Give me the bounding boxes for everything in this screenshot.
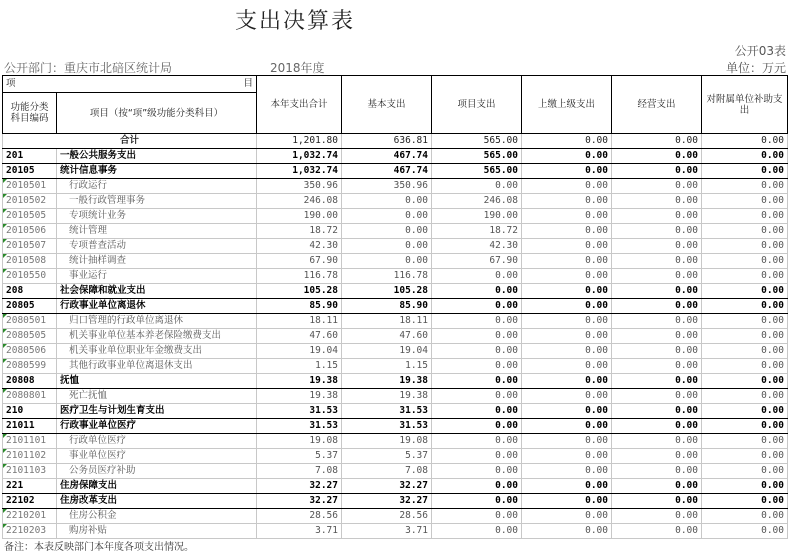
row-name: 专项统计业务 [57, 209, 257, 224]
total-value: 565.00 [432, 134, 522, 149]
row-name: 归口管理的行政单位离退休 [57, 314, 257, 329]
row-value: 0.00 [522, 149, 612, 164]
row-code: 208 [3, 284, 57, 299]
row-code: 20105 [3, 164, 57, 179]
footnote: 备注：本表反映部门本年度各项支出情况。 [4, 542, 194, 553]
row-value: 19.38 [257, 389, 342, 404]
cell-marker-icon [3, 329, 7, 333]
row-value: 246.08 [257, 194, 342, 209]
cell-marker-icon [3, 209, 7, 213]
row-value: 0.00 [702, 194, 788, 209]
row-value: 0.00 [432, 524, 522, 539]
row-value: 0.00 [612, 404, 702, 419]
row-value: 565.00 [432, 149, 522, 164]
row-code: 22102 [3, 494, 57, 509]
row-value: 0.00 [702, 434, 788, 449]
row-value: 0.00 [702, 224, 788, 239]
row-name: 住房保障支出 [57, 479, 257, 494]
row-value: 0.00 [702, 149, 788, 164]
row-value: 0.00 [612, 149, 702, 164]
row-value: 0.00 [342, 239, 432, 254]
table-row [3, 464, 788, 479]
row-code: 201 [3, 149, 57, 164]
cell-marker-icon [3, 194, 7, 198]
row-value: 0.00 [612, 299, 702, 314]
table-row [3, 284, 788, 299]
row-value: 0.00 [702, 254, 788, 269]
row-value: 0.00 [612, 479, 702, 494]
row-name: 一般行政管理事务 [57, 194, 257, 209]
row-value: 0.00 [702, 179, 788, 194]
row-code: 2010505 [3, 209, 57, 224]
row-value: 32.27 [257, 494, 342, 509]
header-item-left: 项 [3, 76, 57, 93]
row-value: 0.00 [432, 434, 522, 449]
row-value: 0.00 [522, 509, 612, 524]
row-value: 85.90 [342, 299, 432, 314]
row-value: 0.00 [522, 299, 612, 314]
table-row [3, 509, 788, 524]
row-code: 2010550 [3, 269, 57, 284]
row-value: 0.00 [612, 389, 702, 404]
row-name: 行政事业单位离退休 [57, 299, 257, 314]
header-col-project: 项目支出 [432, 76, 522, 134]
row-value: 0.00 [522, 179, 612, 194]
row-value: 0.00 [342, 254, 432, 269]
row-value: 0.00 [522, 359, 612, 374]
total-value: 636.81 [342, 134, 432, 149]
row-name: 事业运行 [57, 269, 257, 284]
cell-marker-icon [3, 269, 7, 273]
row-value: 31.53 [257, 419, 342, 434]
row-value: 0.00 [702, 269, 788, 284]
row-value: 32.27 [257, 479, 342, 494]
row-value: 0.00 [522, 464, 612, 479]
row-value: 7.08 [342, 464, 432, 479]
row-value: 0.00 [612, 254, 702, 269]
row-value: 0.00 [522, 374, 612, 389]
row-value: 0.00 [522, 449, 612, 464]
row-code: 2010501 [3, 179, 57, 194]
row-value: 0.00 [702, 389, 788, 404]
row-value: 0.00 [702, 284, 788, 299]
row-value: 3.71 [257, 524, 342, 539]
table-row [3, 314, 788, 329]
row-value: 0.00 [522, 314, 612, 329]
row-value: 565.00 [432, 164, 522, 179]
table-row [3, 239, 788, 254]
fiscal-year: 2018年度 [270, 61, 325, 75]
header-col-operating: 经营支出 [612, 76, 702, 134]
table-row [3, 524, 788, 539]
unit-label: 单位：万元 [725, 61, 786, 75]
row-value: 67.90 [432, 254, 522, 269]
row-code: 2010507 [3, 239, 57, 254]
table-row [3, 179, 788, 194]
row-code: 2010506 [3, 224, 57, 239]
row-value: 105.28 [257, 284, 342, 299]
row-value: 0.00 [522, 419, 612, 434]
total-value: 0.00 [612, 134, 702, 149]
row-code: 2101103 [3, 464, 57, 479]
cell-marker-icon [3, 344, 7, 348]
row-value: 18.11 [257, 314, 342, 329]
cell-marker-icon [3, 224, 7, 228]
row-value: 47.60 [342, 329, 432, 344]
row-value: 0.00 [702, 509, 788, 524]
row-value: 0.00 [612, 224, 702, 239]
row-value: 0.00 [432, 404, 522, 419]
row-value: 0.00 [612, 239, 702, 254]
row-value: 42.30 [432, 239, 522, 254]
table-row [3, 299, 788, 314]
row-value: 0.00 [432, 344, 522, 359]
table-row [3, 449, 788, 464]
row-name: 抚恤 [57, 374, 257, 389]
form-number: 公开03表 [734, 44, 786, 58]
row-value: 0.00 [702, 464, 788, 479]
table-row [3, 149, 788, 164]
row-value: 19.08 [257, 434, 342, 449]
row-value: 0.00 [612, 194, 702, 209]
row-code: 221 [3, 479, 57, 494]
row-name: 其他行政事业单位离退休支出 [57, 359, 257, 374]
row-name: 机关事业单位职业年金缴费支出 [57, 344, 257, 359]
row-value: 31.53 [342, 404, 432, 419]
row-value: 116.78 [257, 269, 342, 284]
table-row [3, 254, 788, 269]
cell-marker-icon [3, 509, 7, 513]
row-code: 2010502 [3, 194, 57, 209]
row-value: 0.00 [612, 509, 702, 524]
row-value: 0.00 [612, 434, 702, 449]
row-code: 2080505 [3, 329, 57, 344]
table-row [3, 344, 788, 359]
row-value: 0.00 [522, 329, 612, 344]
row-value: 7.08 [257, 464, 342, 479]
row-value: 190.00 [257, 209, 342, 224]
row-value: 0.00 [432, 479, 522, 494]
row-value: 0.00 [432, 299, 522, 314]
cell-marker-icon [3, 314, 7, 318]
row-value: 0.00 [522, 254, 612, 269]
row-value: 0.00 [522, 194, 612, 209]
row-value: 0.00 [432, 269, 522, 284]
row-value: 19.08 [342, 434, 432, 449]
row-value: 0.00 [612, 374, 702, 389]
row-value: 0.00 [612, 284, 702, 299]
row-code: 2010508 [3, 254, 57, 269]
cell-marker-icon [3, 449, 7, 453]
row-value: 0.00 [522, 404, 612, 419]
row-value: 0.00 [432, 464, 522, 479]
row-value: 0.00 [522, 479, 612, 494]
table-row [3, 419, 788, 434]
cell-marker-icon [3, 389, 7, 393]
page-title: 支出决算表 [234, 9, 355, 34]
row-value: 0.00 [522, 164, 612, 179]
row-value: 0.00 [612, 359, 702, 374]
row-value: 190.00 [432, 209, 522, 224]
row-value: 467.74 [342, 164, 432, 179]
row-code: 2210201 [3, 509, 57, 524]
row-value: 0.00 [522, 389, 612, 404]
row-name: 事业单位医疗 [57, 449, 257, 464]
row-value: 0.00 [612, 419, 702, 434]
table-row [3, 164, 788, 179]
row-value: 0.00 [612, 494, 702, 509]
row-value: 0.00 [432, 329, 522, 344]
row-value: 0.00 [612, 314, 702, 329]
table-row [3, 269, 788, 284]
row-name: 行政单位医疗 [57, 434, 257, 449]
row-value: 0.00 [612, 344, 702, 359]
cell-marker-icon [3, 524, 7, 528]
row-value: 350.96 [342, 179, 432, 194]
row-value: 467.74 [342, 149, 432, 164]
row-value: 0.00 [342, 224, 432, 239]
row-value: 19.38 [257, 374, 342, 389]
row-value: 0.00 [612, 329, 702, 344]
row-value: 0.00 [432, 509, 522, 524]
row-code: 2080599 [3, 359, 57, 374]
row-value: 0.00 [702, 449, 788, 464]
cell-marker-icon [3, 179, 7, 183]
table-row [3, 359, 788, 374]
row-code: 2080801 [3, 389, 57, 404]
row-code: 20805 [3, 299, 57, 314]
row-name: 住房改革支出 [57, 494, 257, 509]
cell-marker-icon [3, 239, 7, 243]
row-value: 0.00 [522, 269, 612, 284]
table-row [3, 389, 788, 404]
row-value: 1.15 [257, 359, 342, 374]
row-code: 2080506 [3, 344, 57, 359]
table-row [3, 329, 788, 344]
row-name: 行政运行 [57, 179, 257, 194]
row-value: 116.78 [342, 269, 432, 284]
row-value: 0.00 [702, 344, 788, 359]
row-value: 28.56 [342, 509, 432, 524]
row-name: 住房公积金 [57, 509, 257, 524]
header-col-basic: 基本支出 [342, 76, 432, 134]
row-value: 0.00 [702, 374, 788, 389]
row-value: 85.90 [257, 299, 342, 314]
cell-marker-icon [3, 254, 7, 258]
row-value: 0.00 [702, 494, 788, 509]
row-value: 0.00 [702, 239, 788, 254]
row-value: 0.00 [522, 284, 612, 299]
row-name: 公务员医疗补助 [57, 464, 257, 479]
row-value: 1,032.74 [257, 149, 342, 164]
row-code: 2101101 [3, 434, 57, 449]
row-value: 18.72 [432, 224, 522, 239]
row-value: 0.00 [702, 209, 788, 224]
row-code: 21011 [3, 419, 57, 434]
table-row [3, 479, 788, 494]
row-value: 0.00 [702, 329, 788, 344]
header-code: 功能分类科目编码 [3, 93, 57, 134]
row-value: 0.00 [522, 239, 612, 254]
total-value: 1,201.80 [257, 134, 342, 149]
row-value: 0.00 [702, 299, 788, 314]
row-value: 19.04 [257, 344, 342, 359]
total-value: 0.00 [702, 134, 788, 149]
row-value: 0.00 [522, 344, 612, 359]
row-value: 350.96 [257, 179, 342, 194]
row-value: 42.30 [257, 239, 342, 254]
row-name: 机关事业单位基本养老保险缴费支出 [57, 329, 257, 344]
header-col-total: 本年支出合计 [257, 76, 342, 134]
header-name: 项目（按“项”级功能分类科目） [57, 93, 257, 134]
table-row [3, 434, 788, 449]
row-value: 0.00 [432, 284, 522, 299]
row-value: 0.00 [612, 464, 702, 479]
row-value: 0.00 [522, 524, 612, 539]
row-value: 0.00 [612, 449, 702, 464]
header-col-remit: 上缴上级支出 [522, 76, 612, 134]
row-value: 0.00 [432, 374, 522, 389]
row-value: 0.00 [612, 209, 702, 224]
row-value: 32.27 [342, 479, 432, 494]
row-value: 5.37 [257, 449, 342, 464]
row-value: 0.00 [342, 209, 432, 224]
row-value: 31.53 [342, 419, 432, 434]
row-name: 统计抽样调查 [57, 254, 257, 269]
row-value: 19.04 [342, 344, 432, 359]
row-name: 行政事业单位医疗 [57, 419, 257, 434]
row-name: 社会保障和就业支出 [57, 284, 257, 299]
row-value: 0.00 [612, 179, 702, 194]
table-row [3, 224, 788, 239]
row-code: 2210203 [3, 524, 57, 539]
row-code: 2101102 [3, 449, 57, 464]
row-value: 0.00 [702, 479, 788, 494]
total-label: 合计 [3, 134, 257, 149]
row-name: 专项普查活动 [57, 239, 257, 254]
row-value: 0.00 [702, 164, 788, 179]
row-value: 3.71 [342, 524, 432, 539]
row-value: 0.00 [612, 269, 702, 284]
row-value: 0.00 [342, 194, 432, 209]
row-value: 0.00 [432, 359, 522, 374]
row-value: 19.38 [342, 374, 432, 389]
row-value: 0.00 [432, 494, 522, 509]
total-row [3, 134, 788, 149]
row-name: 死亡抚恤 [57, 389, 257, 404]
row-value: 0.00 [432, 314, 522, 329]
row-value: 0.00 [702, 524, 788, 539]
table-row [3, 494, 788, 509]
expenditure-table [2, 75, 788, 539]
row-value: 19.38 [342, 389, 432, 404]
cell-marker-icon [3, 434, 7, 438]
cell-marker-icon [3, 359, 7, 363]
row-value: 32.27 [342, 494, 432, 509]
row-value: 0.00 [702, 419, 788, 434]
row-value: 0.00 [432, 449, 522, 464]
row-value: 18.72 [257, 224, 342, 239]
row-value: 0.00 [702, 404, 788, 419]
row-value: 0.00 [522, 209, 612, 224]
row-code: 2080501 [3, 314, 57, 329]
row-value: 0.00 [522, 434, 612, 449]
row-name: 统计信息事务 [57, 164, 257, 179]
row-value: 0.00 [432, 389, 522, 404]
row-value: 246.08 [432, 194, 522, 209]
row-value: 0.00 [702, 359, 788, 374]
table-row [3, 374, 788, 389]
table-row [3, 209, 788, 224]
total-value: 0.00 [522, 134, 612, 149]
row-value: 0.00 [522, 494, 612, 509]
row-value: 1.15 [342, 359, 432, 374]
row-value: 1,032.74 [257, 164, 342, 179]
row-value: 105.28 [342, 284, 432, 299]
row-value: 0.00 [432, 419, 522, 434]
row-code: 20808 [3, 374, 57, 389]
header-item-right: 目 [57, 76, 257, 93]
row-value: 18.11 [342, 314, 432, 329]
row-value: 0.00 [702, 314, 788, 329]
row-value: 67.90 [257, 254, 342, 269]
row-value: 5.37 [342, 449, 432, 464]
row-value: 0.00 [522, 224, 612, 239]
row-value: 28.56 [257, 509, 342, 524]
row-name: 医疗卫生与计划生育支出 [57, 404, 257, 419]
row-value: 0.00 [432, 179, 522, 194]
row-code: 210 [3, 404, 57, 419]
row-value: 47.60 [257, 329, 342, 344]
row-name: 统计管理 [57, 224, 257, 239]
table-row [3, 194, 788, 209]
row-name: 一般公共服务支出 [57, 149, 257, 164]
table-row [3, 404, 788, 419]
row-value: 31.53 [257, 404, 342, 419]
cell-marker-icon [3, 464, 7, 468]
department-label: 公开部门：重庆市北碚区统计局 [4, 61, 173, 75]
row-value: 0.00 [612, 524, 702, 539]
header-col-subsidy: 对附属单位补助支出 [702, 76, 788, 134]
row-value: 0.00 [612, 164, 702, 179]
row-name: 购房补贴 [57, 524, 257, 539]
